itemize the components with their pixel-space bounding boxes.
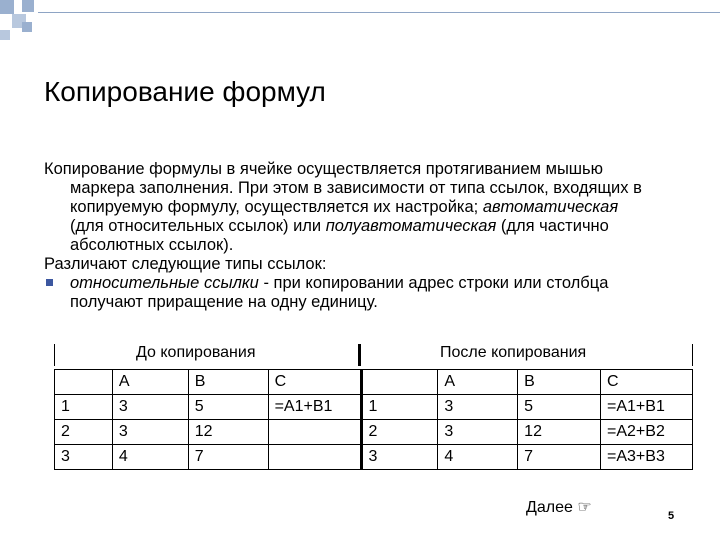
slide-title: Копирование формул [44, 76, 326, 107]
table-cell: 3 [438, 420, 518, 445]
table-row [55, 420, 693, 445]
table-cell: 1 [55, 395, 113, 420]
table-cell: B [188, 370, 268, 395]
table-cell: A [112, 370, 188, 395]
emphasis-text: полуавтоматическая [325, 217, 497, 235]
bullet-relative-links [44, 274, 644, 312]
before-copy-header: До копирования [136, 344, 256, 361]
table-cell: 5 [518, 395, 601, 420]
table-cell [268, 420, 361, 445]
table-cell: 4 [112, 445, 188, 470]
header-divider [358, 344, 361, 366]
table-cell: 5 [188, 395, 268, 420]
paragraph-text: (для относительных ссылок) или [70, 217, 326, 235]
header-left-edge [54, 344, 55, 366]
table-cell: 3 [361, 445, 438, 470]
table-cell: =A1+B1 [268, 395, 361, 420]
page-number: 5 [668, 510, 675, 522]
table-cell: 12 [518, 420, 601, 445]
table-cell: 7 [188, 445, 268, 470]
table-cell: B [518, 370, 601, 395]
square-bullet-icon [46, 279, 53, 286]
next-label: Далее [526, 499, 573, 516]
paragraph-text: Копирование формулы в ячейке осуществляется протягиванием мышью маркера заполнения. При этом в зависимости от типа ссылок, входящих в копируемую формулу, осуществляется их настройка; [44, 160, 642, 216]
table-cell: 3 [55, 445, 113, 470]
table-cell: 3 [112, 395, 188, 420]
paragraph-text: (для частично абсолютных ссылок). [70, 217, 609, 254]
pointing-hand-icon: ☞ [577, 499, 592, 516]
paragraph-copying-formulas [44, 160, 644, 255]
table-cell [55, 370, 113, 395]
emphasis-text: автоматическая [482, 198, 619, 216]
table-row [55, 370, 693, 395]
next-link[interactable] [526, 497, 592, 517]
table-cell: A [438, 370, 518, 395]
table-cell [361, 370, 438, 395]
table-cell [268, 445, 361, 470]
slide-body [44, 160, 644, 312]
table-cell: 3 [438, 395, 518, 420]
table-cell: 1 [361, 395, 438, 420]
table-cell: =A3+B3 [601, 445, 693, 470]
table-cell: 12 [188, 420, 268, 445]
table-row [55, 395, 693, 420]
table-cell: 4 [438, 445, 518, 470]
table-cell: 2 [55, 420, 113, 445]
table-cell: 3 [112, 420, 188, 445]
table-row [55, 445, 693, 470]
bullet-term: относительные ссылки [70, 274, 259, 292]
table-cell: C [268, 370, 361, 395]
after-copy-header: После копирования [440, 344, 587, 361]
bullet-description: - при копировании адрес строки или столбца получают приращение на одну единицу. [70, 274, 609, 311]
header-rule [38, 12, 720, 13]
header-right-edge [692, 344, 693, 366]
paragraph-link-types: Различают следующие типы ссылок: [44, 255, 327, 273]
table-cell: 2 [361, 420, 438, 445]
table-cell: C [601, 370, 693, 395]
spreadsheet-table [54, 369, 693, 470]
table-cell: =A1+B1 [601, 395, 693, 420]
table-cell: 7 [518, 445, 601, 470]
table-cell: =A2+B2 [601, 420, 693, 445]
